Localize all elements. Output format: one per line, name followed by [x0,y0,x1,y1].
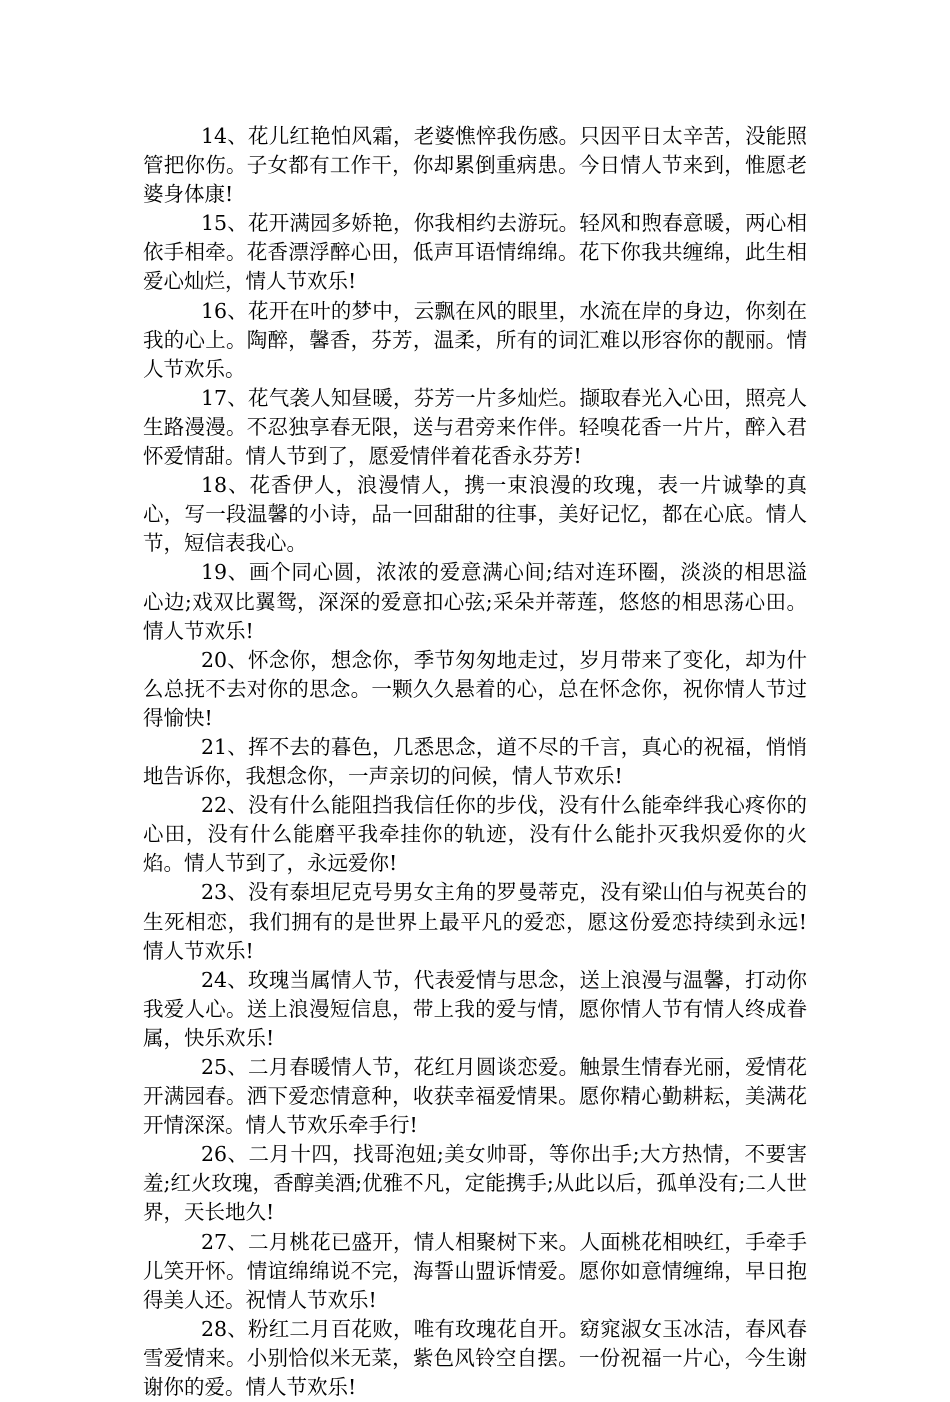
paragraph-25: 25、二月春暖情人节，花红月圆谈恋爱。触景生情春光丽，爱情花开满园春。洒下爱恋情意种，收获幸福爱情果。愿你精心勤耕耘，美满花开情深深。情人节欢乐牵手行! [143,1055,807,1138]
paragraph-17: 17、花气袭人知昼暖，芬芳一片多灿烂。撷取春光入心田，照亮人生路漫漫。不忍独享春无限，送与君旁来作伴。轻嗅花香一片片，醉入君怀爱情甜。情人节到了，愿爱情伴着花香永芬芳! [143,385,807,469]
document-body [143,122,807,1402]
paragraph-23: 23、没有泰坦尼克号男女主角的罗曼蒂克，没有梁山伯与祝英台的生死相恋，我们拥有的是世界上最平凡的爱恋，愿这份爱恋持续到永远!情人节欢乐! [143,880,807,963]
paragraph-28: 28、粉红二月百花败，唯有玫瑰花自开。窈窕淑女玉冰洁，春风春雪爱情来。小别恰似米无菜，紫色风铃空自摆。一份祝福一片心，今生谢谢你的爱。情人节欢乐! [143,1316,807,1400]
paragraph-22: 22、没有什么能阻挡我信任你的步伐，没有什么能牵绊我心疼你的心田，没有什么能磨平我牵挂你的轨迹，没有什么能扑灭我炽爱你的火焰。情人节到了，永远爱你! [143,793,807,876]
paragraph-18: 18、花香伊人，浪漫情人，携一束浪漫的玫瑰，表一片诚挚的真心，写一段温馨的小诗，品一回甜甜的往事，美好记忆，都在心底。情人节，短信表我心。 [143,473,807,556]
paragraph-20: 20、怀念你，想念你，季节匆匆地走过，岁月带来了变化，却为什么总抚不去对你的思念。一颗久久悬着的心，总在怀念你，祝你情人节过得愉快! [143,647,807,730]
paragraph-27: 27、二月桃花已盛开，情人相聚树下来。人面桃花相映红，手牵手儿笑开怀。情谊绵绵说不完，海誓山盟诉情爱。愿你如意情缠绵，早日抱得美人还。祝情人节欢乐! [143,1229,807,1312]
paragraph-15: 15、花开满园多娇艳，你我相约去游玩。轻风和煦春意暖，两心相依手相牵。花香漂浮醉心田，低声耳语情绵绵。花下你我共缠绵，此生相爱心灿烂，情人节欢乐! [143,211,807,294]
paragraph-24: 24、玫瑰当属情人节，代表爱情与思念，送上浪漫与温馨，打动你我爱人心。送上浪漫短信息，带上我的爱与情，愿你情人节有情人终成眷属，快乐欢乐! [143,967,807,1050]
paragraph-26: 26、二月十四，找哥泡妞;美女帅哥，等你出手;大方热情，不要害羞;红火玫瑰，香醇美酒;优雅不凡，定能携手;从此以后，孤单没有;二人世界，天长地久! [143,1142,807,1225]
paragraph-21: 21、挥不去的暮色，几悉思念，道不尽的千言，真心的祝福，悄悄地告诉你，我想念你，一声亲切的问候，情人节欢乐! [143,734,807,789]
paragraph-14: 14、花儿红艳怕风霜，老婆憔悴我伤感。只因平日太辛苦，没能照管把你伤。子女都有工作干，你却累倒重病患。今日情人节来到，惟愿老婆身体康! [143,124,807,207]
paragraph-16: 16、花开在叶的梦中，云飘在风的眼里，水流在岸的身边，你刻在我的心上。陶醉，馨香，芬芳，温柔，所有的词汇难以形容你的靓丽。情人节欢乐。 [143,298,807,381]
paragraph-19: 19、画个同心圆，浓浓的爱意满心间;结对连环圈，淡淡的相思溢心边;戏双比翼鸳，深深的爱意扣心弦;采朵并蒂莲，悠悠的相思荡心田。情人节欢乐! [143,560,807,643]
